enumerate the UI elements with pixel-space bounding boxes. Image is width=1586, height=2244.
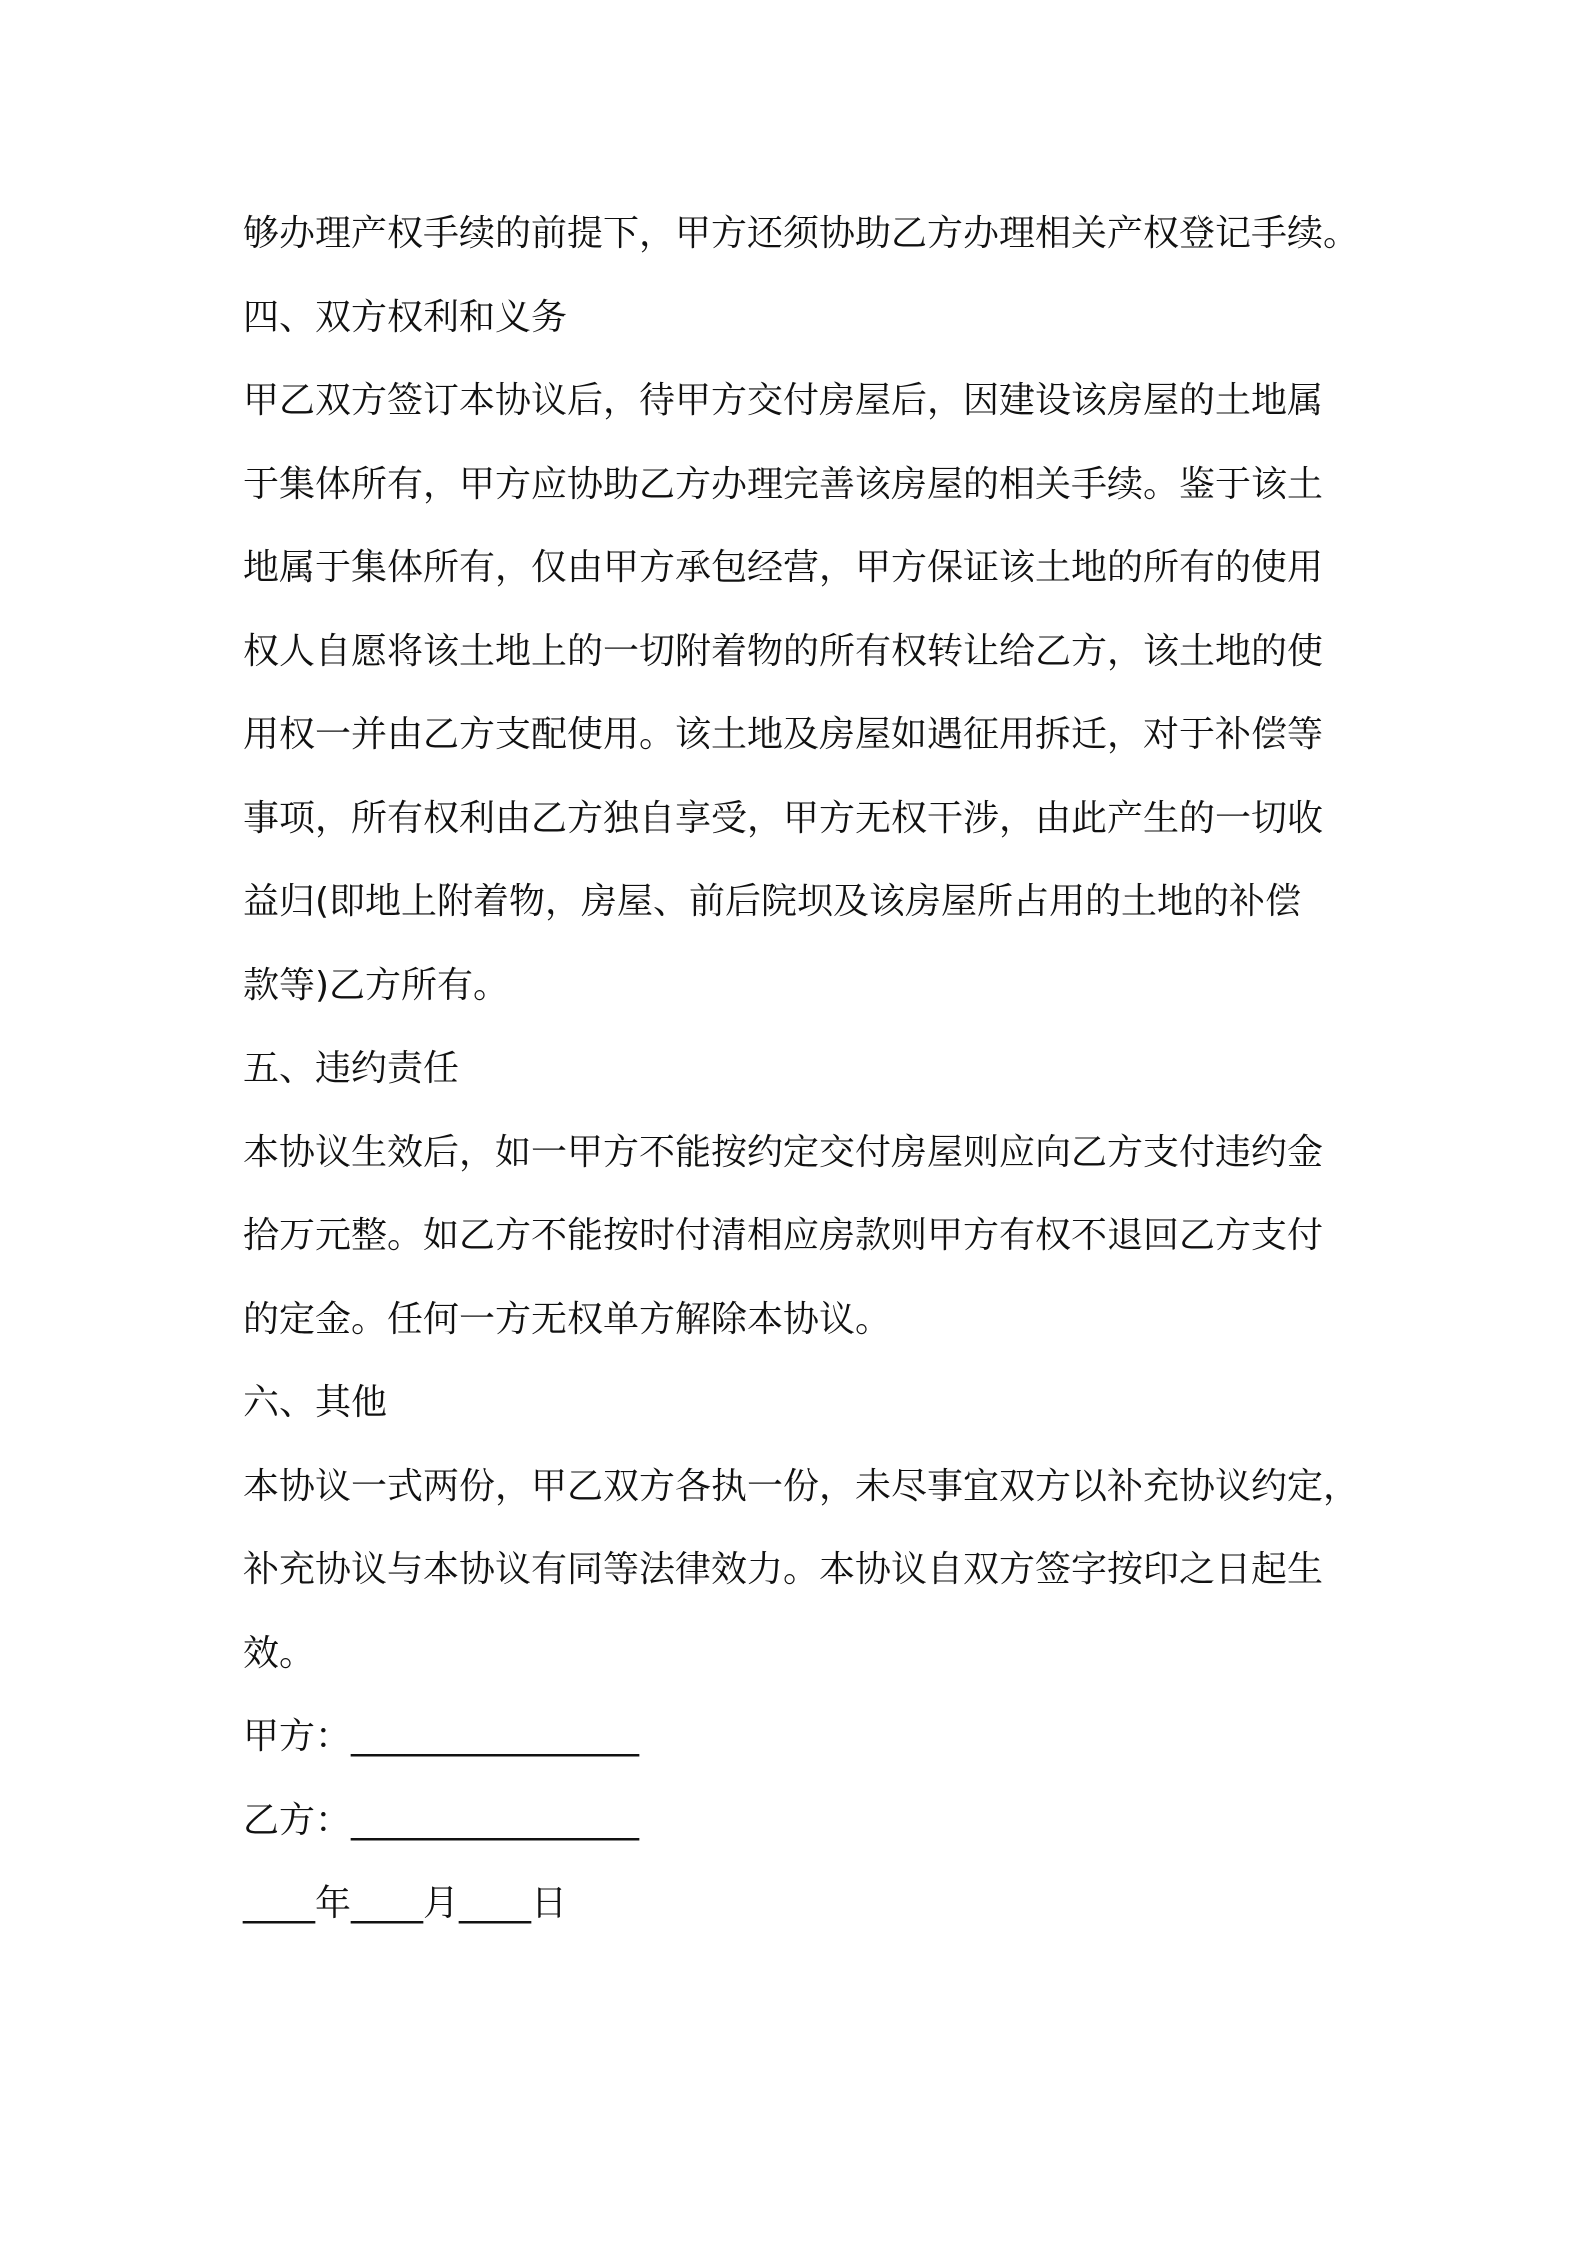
paragraph-line: 甲乙双方签订本协议后，待甲方交付房屋后，因建设该房屋的土地属 (243, 380, 1324, 421)
paragraph-line: 权人自愿将该土地上的一切附着物的所有权转让给乙方，该土地的使 (243, 630, 1324, 672)
paragraph-line: 够办理产权手续的前提下，甲方还须协助乙方办理相关产权登记手续。 (243, 213, 1360, 254)
paragraph-line: 效。 (243, 1632, 316, 1674)
paragraph-line: 益归(即地上附着物，房屋、前后院坝及该房屋所占用的土地的补偿 (243, 881, 1302, 922)
signature-party-a: 甲方：________________ (243, 1716, 640, 1757)
paragraph-line: 本协议生效后，如一甲方不能按约定交付房屋则应向乙方支付违约金 (243, 1131, 1324, 1173)
paragraph-line: 拾万元整。如乙方不能按时付清相应房款则甲方有权不退回乙方支付 (243, 1215, 1324, 1256)
signature-party-b: 乙方：________________ (243, 1799, 640, 1841)
section-heading-rights: 四、双方权利和义务 (243, 296, 568, 338)
paragraph-line: 本协议一式两份，甲乙双方各执一份，未尽事宜双方以补充协议约定， (243, 1465, 1360, 1507)
paragraph-line: 款等)乙方所有。 (243, 964, 510, 1006)
section-heading-other: 六、其他 (243, 1382, 388, 1423)
paragraph-line: 地属于集体所有，仅由甲方承包经营，甲方保证该土地的所有的使用 (243, 547, 1324, 588)
paragraph-line: 于集体所有，甲方应协助乙方办理完善该房屋的相关手续。鉴于该土 (243, 463, 1324, 505)
document-body (243, 192, 1363, 1946)
paragraph-line: 的定金。任何一方无权单方解除本协议。 (243, 1298, 892, 1340)
section-heading-liability: 五、违约责任 (243, 1048, 460, 1089)
signature-date: ____年____月____日 (243, 1883, 568, 1924)
paragraph-line: 事项，所有权利由乙方独自享受，甲方无权干涉，由此产生的一切收 (243, 797, 1324, 839)
paragraph-line: 补充协议与本协议有同等法律效力。本协议自双方签字按印之日起生 (243, 1549, 1324, 1590)
paragraph-line: 用权一并由乙方支配使用。该土地及房屋如遇征用拆迁，对于补偿等 (243, 714, 1324, 755)
